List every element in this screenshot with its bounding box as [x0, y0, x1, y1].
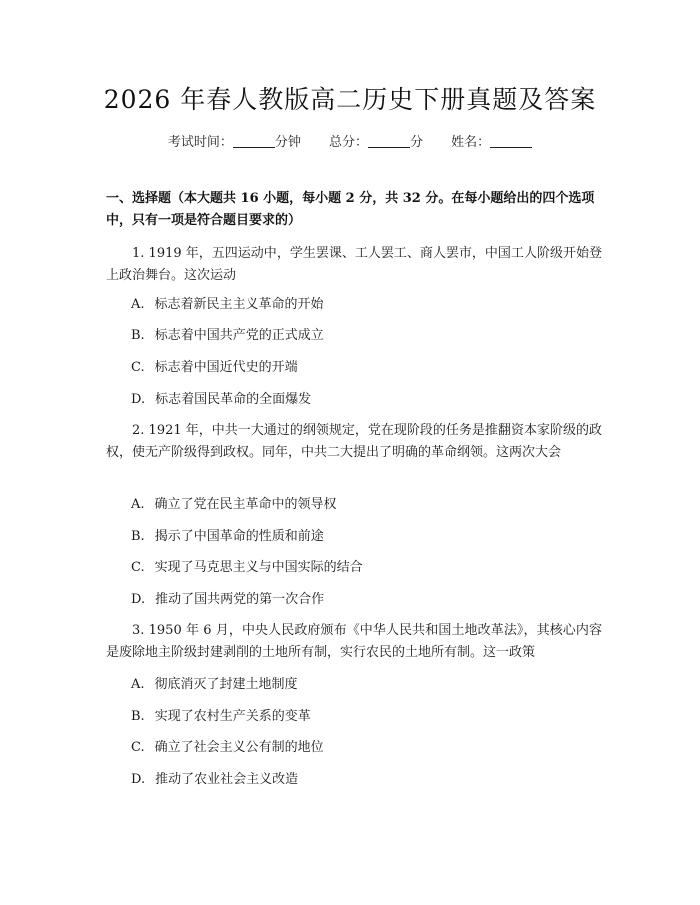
option-letter: D. [131, 592, 146, 607]
option-letter: C. [131, 360, 145, 375]
option-letter: C. [131, 560, 145, 575]
answer-option [131, 557, 363, 579]
section-heading: 一、选择题（本大题共 16 小题，每小题 2 分，共 32 分。在每小题给出的四个选项中，只有一项是符合题目要求的） [106, 191, 595, 228]
option-text: 实现了马克思主义与中国实际的结合 [154, 560, 363, 575]
answer-option [131, 589, 324, 611]
answer-option [131, 769, 298, 791]
answer-option [131, 737, 324, 759]
answer-option [131, 674, 298, 696]
option-text: 标志着中国近代史的开端 [154, 360, 298, 375]
option-text: 标志着中国共产党的正式成立 [154, 328, 324, 343]
exam-info-row [0, 131, 700, 150]
page-title: 2026 年春人教版高二历史下册真题及答案 [103, 85, 597, 114]
total-score-unit: 分 [410, 135, 424, 150]
option-text: 确立了社会主义公有制的地位 [154, 740, 324, 755]
question-stem: 1. 1919 年，五四运动中，学生罢课、工人罢工、商人罢市，中国工人阶级开始登上政治舞台。这次运动 [106, 246, 602, 283]
answer-option [131, 494, 337, 516]
option-letter: B. [131, 328, 145, 343]
answer-option [131, 389, 311, 411]
option-letter: A. [131, 497, 145, 512]
question-stem: 2. 1921 年，中共一大通过的纲领规定，党在现阶段的任务是推翻资本家阶级的政权，使无产阶级得到政权。同年，中共二大提出了明确的革命纲领。这两次大会 [106, 423, 602, 460]
option-letter: A. [131, 297, 145, 312]
exam-time-unit: 分钟 [274, 135, 301, 150]
option-text: 推动了农业社会主义改造 [155, 772, 299, 787]
option-text: 实现了农村生产关系的变革 [154, 709, 311, 724]
exam-time-blank [233, 135, 275, 148]
option-letter: B. [131, 709, 145, 724]
question-stem: 3. 1950 年 6 月，中央人民政府颁布《中华人民共和国土地改革法》，其核心内容是废除地主阶级封建剥削的土地所有制，实行农民的土地所有制。这一政策 [106, 623, 602, 660]
answer-option [131, 526, 324, 548]
option-text: 彻底消灭了封建土地制度 [154, 677, 298, 692]
option-text: 确立了党在民主革命中的领导权 [154, 497, 337, 512]
option-letter: A. [131, 677, 145, 692]
option-text: 揭示了中国革命的性质和前途 [154, 529, 324, 544]
total-score-blank [368, 135, 410, 148]
option-letter: B. [131, 529, 145, 544]
option-letter: D. [131, 772, 146, 787]
answer-option [131, 357, 298, 379]
name-blank [490, 135, 532, 148]
answer-option [131, 294, 324, 316]
option-letter: D. [131, 392, 146, 407]
option-text: 推动了国共两党的第一次合作 [155, 592, 325, 607]
exam-time-field [168, 135, 301, 150]
answer-option [131, 706, 311, 728]
name-field [451, 135, 532, 150]
total-score-label: 总分： [328, 135, 368, 150]
option-letter: C. [131, 740, 145, 755]
name-label: 姓名： [451, 135, 491, 150]
answer-option [131, 325, 324, 347]
option-text: 标志着新民主主义革命的开始 [154, 297, 324, 312]
total-score-field [329, 135, 423, 150]
option-text: 标志着国民革命的全面爆发 [155, 392, 312, 407]
exam-time-label: 考试时间： [167, 135, 233, 150]
